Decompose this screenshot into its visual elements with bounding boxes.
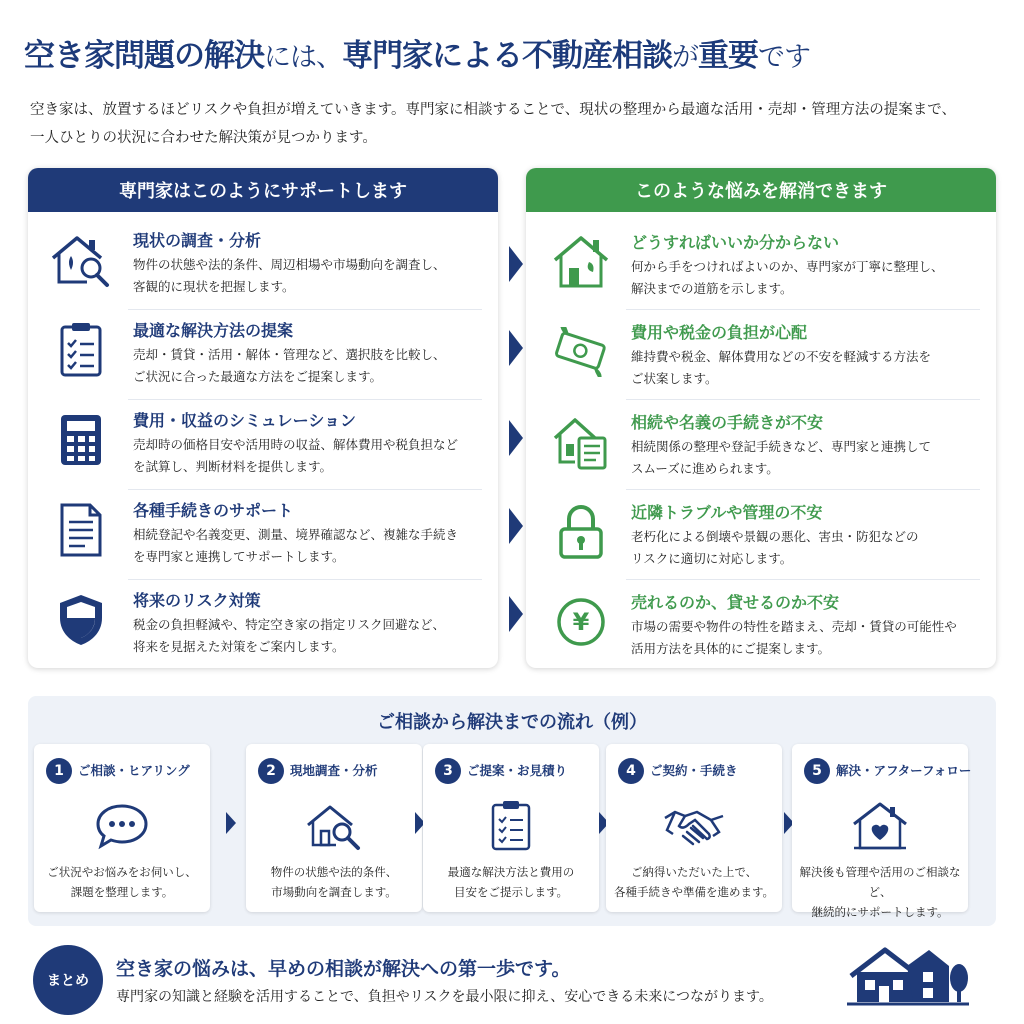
support-item-text xyxy=(133,344,483,388)
text-line: 相続登記や名義変更、測量、境界確認など、複雑な手続き xyxy=(133,527,459,542)
step-number: 2 xyxy=(258,758,284,784)
padlock-icon xyxy=(546,502,616,562)
text-line: 物件の状態や法的条件、周辺相場や市場動向を調査し、 xyxy=(133,257,446,272)
calculator-icon xyxy=(46,410,116,470)
title-part5: 重要 xyxy=(698,38,758,74)
step-text xyxy=(423,862,599,902)
yen-icon xyxy=(546,592,616,652)
worry-item-title: 費用や税金の負担が心配 xyxy=(631,323,808,342)
house-leaf-icon xyxy=(546,232,616,292)
arrow-right-icon xyxy=(509,508,523,544)
house-heart-icon xyxy=(792,796,968,856)
support-item xyxy=(28,220,498,309)
text-line: ご納得いただいた上で、 xyxy=(630,865,758,879)
step-title: ご契約・手続き xyxy=(650,763,738,778)
flow-step xyxy=(423,744,599,912)
step-text xyxy=(792,862,968,922)
summary-badge: まとめ xyxy=(33,945,103,1015)
worry-item xyxy=(526,402,996,491)
intro-line: 空き家は、放置するほどリスクや負担が増えていきます。専門家に相談することで、現状の整理から最適な活用・売却・管理方法の提案まで、 xyxy=(30,102,956,118)
support-item-title: 将来のリスク対策 xyxy=(133,591,261,610)
step-number: 1 xyxy=(46,758,72,784)
text-line: 継続的にサポートします。 xyxy=(811,905,949,919)
text-line: 物件の状態や法的条件、 xyxy=(270,865,398,879)
text-line: ご状況に合った最適な方法をご提案します。 xyxy=(133,369,383,384)
worry-item-title: 売れるのか、貸せるのか不安 xyxy=(631,593,840,612)
support-item-title: 最適な解決方法の提案 xyxy=(133,321,294,340)
handshake-icon xyxy=(606,796,782,856)
step-text xyxy=(606,862,782,902)
house-search-icon xyxy=(246,796,422,856)
support-header: 専門家はこのようにサポートします xyxy=(28,168,498,212)
summary-headline: 空き家の悩みは、早めの相談が解決への第一歩です。 xyxy=(116,958,571,980)
title-part3: 専門家による不動産相談 xyxy=(342,38,672,74)
step-number: 3 xyxy=(435,758,461,784)
flying-money-icon xyxy=(546,322,616,382)
worry-item xyxy=(526,582,996,668)
divider xyxy=(626,399,980,400)
text-line: 市場動向を調査します。 xyxy=(271,885,397,899)
worry-item-text xyxy=(631,346,981,390)
text-line: ご状況やお悩みをお伺いし、 xyxy=(47,865,197,879)
chat-bubble-icon xyxy=(34,796,210,856)
text-line: 客観的に現状を把握します。 xyxy=(133,279,295,294)
flow-step xyxy=(246,744,422,912)
text-line: 老朽化による倒壊や景観の悪化、害虫・防犯などの xyxy=(631,529,919,544)
svg-text:¥: ¥ xyxy=(572,608,590,636)
text-line: 各種手続きや準備を進めます。 xyxy=(613,885,775,899)
step-number: 4 xyxy=(618,758,644,784)
support-item-text xyxy=(133,614,483,658)
title-part1: 空き家問題の解決 xyxy=(24,38,264,74)
summary-text: 専門家の知識と経験を活用することで、負担やリスクを最小限に抑え、安心できる未来につながります。 xyxy=(116,989,773,1005)
text-line: 活用方法を具体的にご提案します。 xyxy=(631,641,831,656)
intro-text xyxy=(30,96,1000,152)
clipboard-checklist-icon xyxy=(423,796,599,856)
text-line: 市場の需要や物件の特性を踏まえ、売却・賃貸の可能性や xyxy=(631,619,957,634)
worry-item-text xyxy=(631,616,981,660)
document-icon xyxy=(46,500,116,560)
support-item-title: 各種手続きのサポート xyxy=(133,501,294,520)
house-document-icon xyxy=(546,412,616,472)
divider xyxy=(626,489,980,490)
text-line: 解決後も管理や活用のご相談など、 xyxy=(799,865,961,899)
worry-item-title: 近隣トラブルや管理の不安 xyxy=(631,503,823,522)
text-line: スムーズに進められます。 xyxy=(631,461,779,476)
support-item-text xyxy=(133,524,483,568)
house-illustration-icon xyxy=(845,942,971,1008)
support-item-title: 現状の調査・分析 xyxy=(133,231,262,250)
text-line: 相続関係の整理や登記手続きなど、専門家と連携して xyxy=(631,439,932,454)
title-part6: です xyxy=(758,42,810,73)
text-line: 課題を整理します。 xyxy=(70,885,174,899)
flow-step xyxy=(792,744,972,919)
arrow-right-icon xyxy=(509,330,523,366)
flow-step xyxy=(606,744,782,912)
text-line: を試算し、判断材料を提供します。 xyxy=(133,459,333,474)
step-number: 5 xyxy=(804,758,830,784)
flow-step xyxy=(34,744,210,912)
arrow-right-icon xyxy=(509,596,523,632)
support-item-text xyxy=(133,254,483,298)
text-line: 将来を見据えた対策をご案内します。 xyxy=(133,639,345,654)
support-item xyxy=(28,310,498,399)
step-text xyxy=(34,862,210,902)
house-search-icon xyxy=(46,230,116,290)
arrow-right-icon xyxy=(226,812,236,834)
support-item xyxy=(28,580,498,668)
worry-item xyxy=(526,222,996,311)
text-line: 税金の負担軽減や、特定空き家の指定リスク回避など、 xyxy=(133,617,446,632)
support-item xyxy=(28,490,498,579)
arrow-right-icon xyxy=(509,246,523,282)
worries-panel xyxy=(526,168,996,668)
worry-item-text xyxy=(631,436,981,480)
title-part2: には、 xyxy=(264,42,342,73)
worry-item-title: 相続や名義の手続きが不安 xyxy=(631,413,824,432)
text-line: 売却時の価格目安や活用時の収益、解体費用や税負担など xyxy=(133,437,459,452)
support-item-text xyxy=(133,434,483,478)
title-part4: が xyxy=(672,42,698,73)
divider xyxy=(626,579,980,580)
text-line: 維持費や税金、解体費用などの不安を軽減する方法を xyxy=(631,349,932,364)
text-line: 目安をご提示します。 xyxy=(453,885,569,899)
text-line: リスクに適切に対応します。 xyxy=(631,551,793,566)
text-line: ご状案します。 xyxy=(631,371,718,386)
support-item xyxy=(28,400,498,489)
text-line: 売却・賃貸・活用・解体・管理など、選択肢を比較し、 xyxy=(133,347,446,362)
step-title: ご提案・お見積り xyxy=(467,763,568,778)
divider xyxy=(626,309,980,310)
step-title: 解決・アフターフォロー xyxy=(836,763,972,778)
text-line: を専門家と連携してサポートします。 xyxy=(133,549,345,564)
step-text xyxy=(246,862,422,902)
step-title: 現地調査・分析 xyxy=(290,763,378,778)
worry-item xyxy=(526,312,996,401)
intro-line: 一人ひとりの状況に合わせた解決策が見つかります。 xyxy=(30,130,377,146)
worry-item-text xyxy=(631,526,981,570)
text-line: 解決までの道筋を示します。 xyxy=(631,281,793,296)
clipboard-checklist-icon xyxy=(46,320,116,380)
worry-item xyxy=(526,492,996,581)
flow-title: ご相談から解決までの流れ（例） xyxy=(377,712,647,733)
step-title: ご相談・ヒアリング xyxy=(78,763,190,778)
worry-item-text xyxy=(631,256,981,300)
support-panel xyxy=(28,168,498,668)
worry-item-title: どうすればいいか分からない xyxy=(631,233,840,252)
text-line: 最適な解決方法と費用の xyxy=(447,865,575,879)
arrow-right-icon xyxy=(509,420,523,456)
shield-icon xyxy=(46,590,116,650)
flow-section xyxy=(28,696,996,926)
support-item-title: 費用・収益のシミュレーション xyxy=(133,411,357,430)
text-line: 何から手をつければよいのか、専門家が丁寧に整理し、 xyxy=(631,259,944,274)
worries-header: このような悩みを解消できます xyxy=(526,168,996,212)
page-title xyxy=(24,30,1004,75)
